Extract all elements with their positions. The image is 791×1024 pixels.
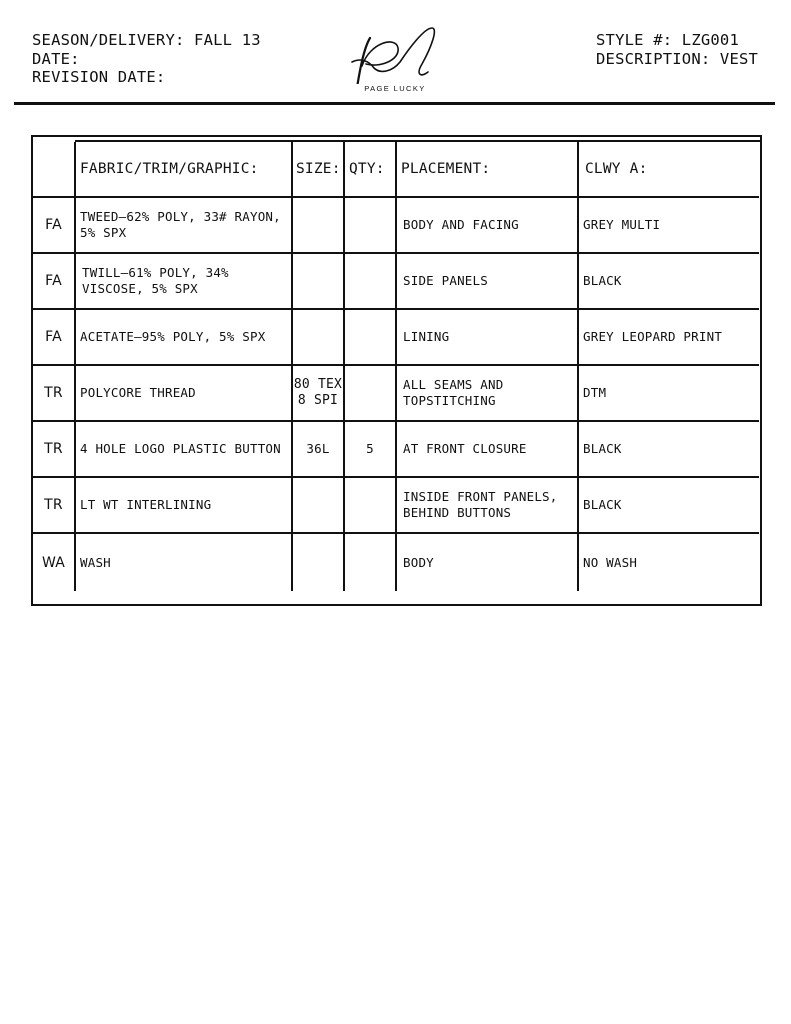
table-row bbox=[33, 309, 759, 365]
row-placement: ALL SEAMS AND TOPSTITCHING bbox=[396, 365, 578, 421]
logo-text: PAGE LUCKY bbox=[364, 84, 426, 93]
date-line: DATE: bbox=[32, 49, 80, 68]
logo-monogram-icon bbox=[340, 22, 450, 84]
row-size bbox=[292, 197, 344, 253]
row-fabric: POLYCORE THREAD bbox=[75, 365, 292, 421]
description-line: DESCRIPTION: VEST bbox=[596, 49, 759, 68]
table-row bbox=[33, 253, 759, 309]
row-size bbox=[292, 309, 344, 365]
row-qty bbox=[344, 253, 396, 309]
row-fabric: 4 HOLE LOGO PLASTIC BUTTON bbox=[75, 421, 292, 477]
row-clwy: GREY MULTI bbox=[578, 197, 759, 253]
row-code: TR bbox=[33, 365, 75, 421]
row-size bbox=[292, 253, 344, 309]
revision-date-line: REVISION DATE: bbox=[32, 68, 166, 86]
row-fabric: TWEED–62% POLY, 33# RAYON, 5% SPX bbox=[75, 197, 292, 253]
table-row bbox=[33, 197, 759, 253]
row-placement: BODY bbox=[396, 533, 578, 591]
col-header-code bbox=[33, 142, 75, 197]
header-right-info bbox=[596, 31, 758, 68]
row-clwy: BLACK bbox=[578, 477, 759, 533]
row-placement: BODY AND FACING bbox=[396, 197, 578, 253]
row-code: WA bbox=[33, 533, 75, 591]
col-header-placement: PLACEMENT: bbox=[396, 142, 578, 197]
row-fabric: WASH bbox=[75, 533, 292, 591]
row-code: FA bbox=[33, 253, 75, 309]
row-clwy: DTM bbox=[578, 365, 759, 421]
row-qty bbox=[344, 533, 396, 591]
col-header-clwy: CLWY A: bbox=[578, 142, 759, 197]
col-header-size: SIZE: bbox=[292, 142, 344, 197]
table-row bbox=[33, 421, 759, 477]
row-size bbox=[292, 477, 344, 533]
row-clwy: BLACK bbox=[578, 253, 759, 309]
spec-sheet-table bbox=[31, 135, 762, 606]
row-placement: INSIDE FRONT PANELS, BEHIND BUTTONS bbox=[396, 477, 578, 533]
row-clwy: GREY LEOPARD PRINT bbox=[578, 309, 759, 365]
row-fabric: TWILL–61% POLY, 34% VISCOSE, 5% SPX bbox=[75, 253, 292, 309]
row-clwy: NO WASH bbox=[578, 533, 759, 591]
row-size bbox=[292, 533, 344, 591]
season-delivery-line: SEASON/DELIVERY: FALL 13 bbox=[32, 31, 261, 49]
row-code: FA bbox=[33, 309, 75, 365]
row-code: TR bbox=[33, 421, 75, 477]
row-clwy: BLACK bbox=[578, 421, 759, 477]
header-divider bbox=[14, 102, 775, 105]
page-lucky-logo bbox=[340, 22, 450, 100]
style-number-line: STYLE #: LZG001 bbox=[596, 31, 739, 49]
row-qty bbox=[344, 477, 396, 533]
col-header-qty: QTY: bbox=[344, 142, 396, 197]
row-fabric: LT WT INTERLINING bbox=[75, 477, 292, 533]
row-code: FA bbox=[33, 197, 75, 253]
row-size: 80 TEX 8 SPI bbox=[292, 365, 344, 421]
spec-table bbox=[33, 142, 759, 591]
col-header-fabric: FABRIC/TRIM/GRAPHIC: bbox=[75, 142, 292, 197]
header-left-info bbox=[32, 31, 261, 87]
row-placement: SIDE PANELS bbox=[396, 253, 578, 309]
row-code: TR bbox=[33, 477, 75, 533]
table-row bbox=[33, 365, 759, 421]
row-size: 36L bbox=[292, 421, 344, 477]
table-row bbox=[33, 533, 759, 591]
row-qty bbox=[344, 365, 396, 421]
row-placement: LINING bbox=[396, 309, 578, 365]
table-header-row bbox=[33, 142, 759, 197]
row-qty bbox=[344, 197, 396, 253]
row-qty bbox=[344, 309, 396, 365]
row-placement: AT FRONT CLOSURE bbox=[396, 421, 578, 477]
table-row bbox=[33, 477, 759, 533]
row-qty: 5 bbox=[344, 421, 396, 477]
row-fabric: ACETATE–95% POLY, 5% SPX bbox=[75, 309, 292, 365]
